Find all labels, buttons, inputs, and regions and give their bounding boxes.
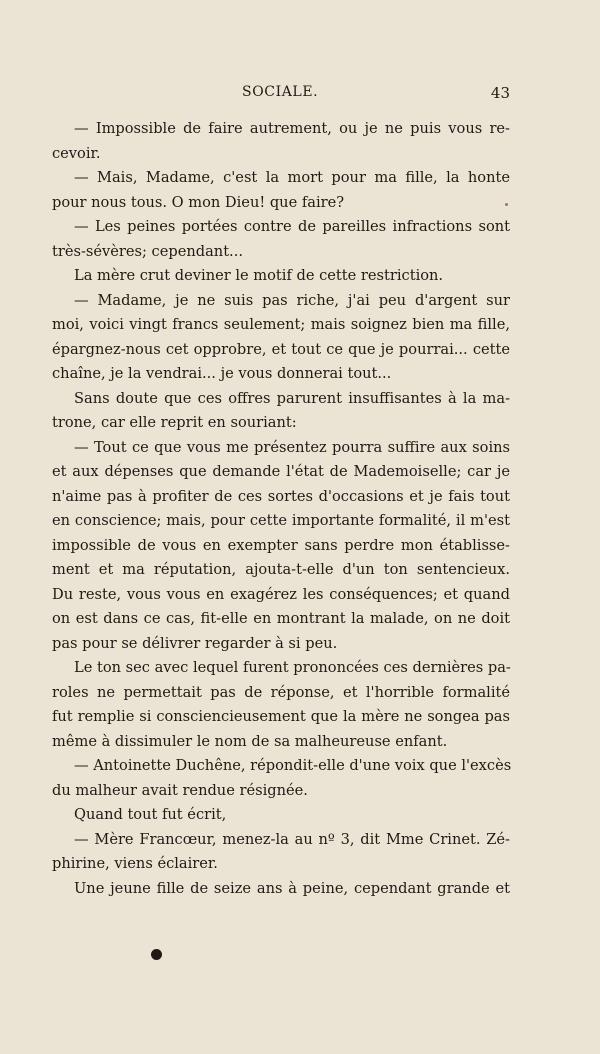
text-line: Sans doute que ces offres parurent insuffisantes à la ma- [74,389,510,407]
text-line: — Madame, je ne suis pas riche, j'ai peu d'argent sur [74,291,510,309]
text-line: cevoir. [52,144,101,162]
text-line: — Impossible de faire autrement, ou je ne puis vous re- [74,120,510,137]
text-line: du malheur avait rendue résignée. [52,781,308,799]
text-line: on est dans ce cas, fit-elle en montrant la malade, on ne doit [52,610,510,627]
text-line: La mère crut deviner le motif de cette restriction. [74,267,444,284]
text-line: — Mère Francœur, menez-la au nº 3, dit Mme Crinet. Zé- [74,830,510,848]
text-line: Du reste, vous vous en exagérez les conséquences; et quand [52,585,510,603]
text-line: et aux dépenses que demande l'état de Mademoiselle; car je [52,463,510,480]
text-line: — Antoinette Duchêne, répondit-elle d'une voix que l'excès [74,757,512,774]
text-line: épargnez-nous cet opprobre, et tout ce que je pourrai... cette [52,340,510,358]
body-text [52,117,510,901]
text-line: fut remplie si consciencieusement que la mère ne songea pas [52,708,510,725]
text-line: chaîne, je la vendrai... je vous donnerai tout... [52,365,392,382]
text-line: très-sévères; cependant... [52,242,243,260]
text-line: moi, voici vingt francs seulement; mais soignez bien ma fille, [52,316,510,333]
text-line: Quand tout fut écrit, [74,806,227,823]
paper-speck [505,203,508,206]
page-header [52,84,510,108]
text-line: trone, car elle reprit en souriant: [52,414,297,431]
text-line: phirine, viens éclairer. [52,855,218,872]
text-line: — Tout ce que vous me présentez pourra suffire aux soins [74,438,510,456]
running-head: SOCIALE. [242,84,319,100]
text-line: en conscience; mais, pour cette importante formalité, il m'est [52,512,510,529]
text-line: même à dissimuler le nom de sa malheureuse enfant. [52,732,448,750]
text-line: n'aime pas à profiter de ces sortes d'occasions et je fais tout [52,487,510,505]
text-line: — Les peines portées contre de pareilles infractions sont [74,218,510,235]
text-line: ment et ma réputation, ajouta-t-elle d'un ton sentencieux. [52,561,510,578]
text-line: pour nous tous. O mon Dieu! que faire? [52,193,345,211]
text-line: impossible de vous en exempter sans perdre mon établisse- [52,536,510,554]
text-line: roles ne permettait pas de réponse, et l'horrible formalité [52,683,510,701]
ink-dot-ornament [151,949,162,960]
text-line: Une jeune fille de seize ans à peine, cependant grande et [74,879,510,897]
text-line: — Mais, Madame, c'est la mort pour ma fille, la honte [74,169,510,186]
text-line: Le ton sec avec lequel furent prononcées ces dernières pa- [74,659,511,676]
page-number: 43 [490,84,510,102]
text-line: pas pour se délivrer regarder à si peu. [52,634,338,652]
